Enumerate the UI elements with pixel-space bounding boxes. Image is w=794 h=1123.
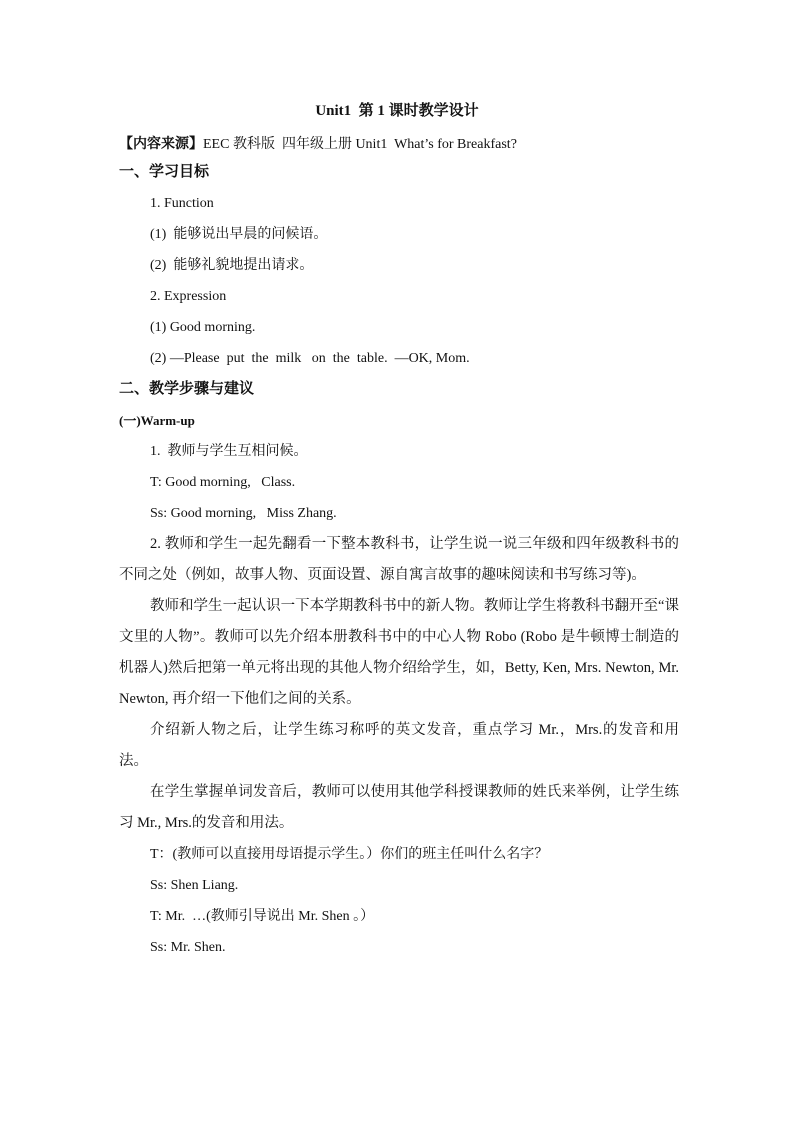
- expression-label: 2. Expression: [150, 289, 227, 304]
- dialog-line: T：(教师可以直接用母语提示学生。）你们的班主任叫什么名字？: [150, 847, 549, 862]
- page-title: Unit1 第 1 课时教学设计: [315, 103, 479, 119]
- paragraph: 2. 教师和学生一起先翻看一下整本教科书，让学生说一说三年级和四年级教科书的不同之处（例如，故事人物、页面设置、源自寓言故事的趣味阅读和书写练习等)。: [119, 536, 679, 583]
- dialog-line: Ss: Mr. Shen.: [150, 940, 226, 955]
- content-source: [119, 133, 679, 157]
- warmup-heading: (一)Warm-up: [119, 413, 195, 428]
- section-heading-objectives: 一、学习目标: [119, 164, 210, 180]
- expression-item: (1) Good morning.: [150, 320, 256, 335]
- function-item: (2) 能够礼貌地提出请求。: [150, 258, 314, 273]
- function-item: (1) 能够说出早晨的问候语。: [150, 227, 328, 242]
- source-label: 【内容来源】: [119, 137, 203, 152]
- dialog-line: T: Mr. …(教师引导说出 Mr. Shen 。）: [150, 909, 375, 924]
- paragraph: 在学生掌握单词发音后，教师可以使用其他学科授课教师的姓氏来举例，让学生练习 Mr., Mrs.的发音和用法。: [119, 784, 679, 831]
- paragraph: 教师和学生一起认识一下本学期教科书中的新人物。教师让学生将教科书翻开至“课文里的人物”。教师可以先介绍本册教科书中的中心人物 Robo (Robo 是牛顿博士制造的机器人)然后把第一单元将出现的其他人物介绍给学生，如，Betty, Ken, Mrs. Newton, Mr. Newton, 再介绍一下他们之间的关系。: [119, 598, 679, 707]
- function-label: 1. Function: [150, 196, 214, 211]
- paragraph: 介绍新人物之后，让学生练习称呼的英文发音，重点学习 Mr.，Mrs.的发音和用法。: [119, 722, 679, 769]
- document-body: [119, 133, 679, 963]
- dialog-line: T: Good morning, Class.: [150, 475, 296, 490]
- section-heading-steps: 二、教学步骤与建议: [119, 381, 255, 397]
- source-text: EEC 教科版 四年级上册 Unit1 What’s for Breakfast?: [203, 137, 517, 152]
- expression-item: (2) —Please put the milk on the table. —OK, Mom.: [150, 351, 470, 366]
- dialog-line: Ss: Good morning, Miss Zhang.: [150, 506, 337, 521]
- dialog-line: Ss: Shen Liang.: [150, 878, 239, 893]
- step-item: 1. 教师与学生互相问候。: [150, 444, 308, 459]
